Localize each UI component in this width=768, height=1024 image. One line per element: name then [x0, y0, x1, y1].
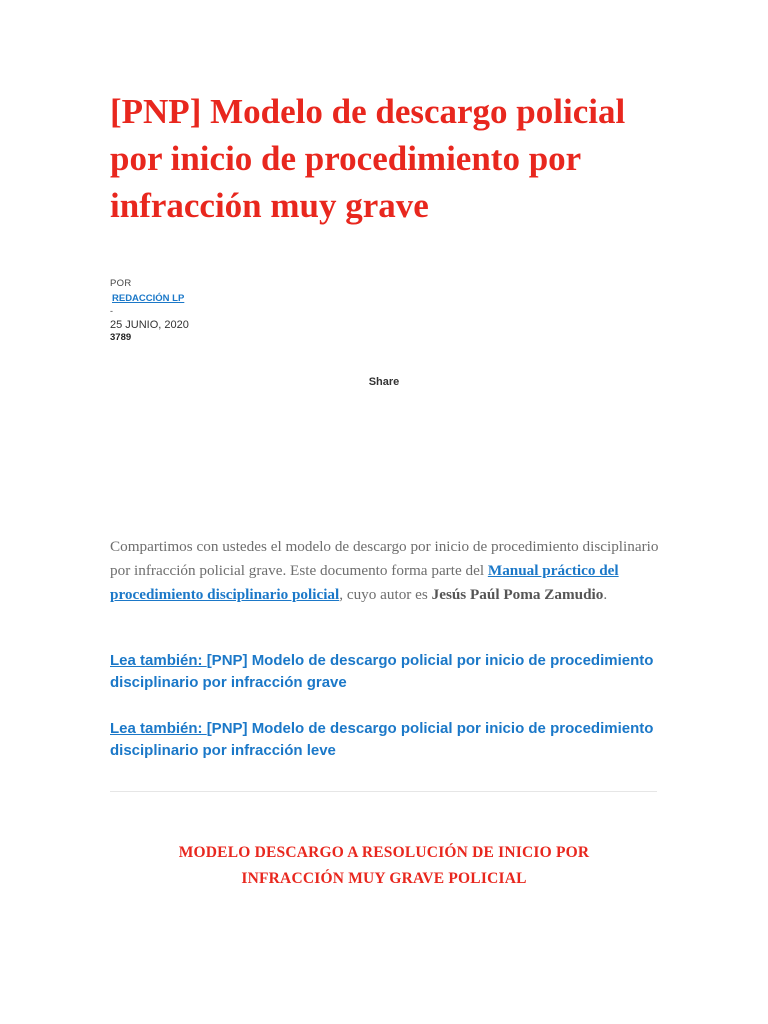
document-heading: [0, 840, 768, 892]
share-button[interactable]: Share: [368, 376, 400, 388]
manual-author-name: Jesús Paúl Poma Zamudio: [431, 586, 604, 603]
intro-text-start: Compartimos con ustedes el modelo de descargo por inicio de procedimiento disciplinario por infracción policial grave. Este documento forma parte del: [110, 538, 659, 579]
related-link-leve[interactable]: [110, 718, 670, 762]
byline-prefix: POR: [110, 278, 132, 289]
manual-link[interactable]: Manual práctico del procedimiento disciplinario policial: [110, 562, 619, 603]
intro-text-middle: , cuyo autor es: [339, 586, 432, 603]
publish-date: 25 JUNIO, 2020: [110, 319, 189, 331]
section-divider: [110, 791, 657, 792]
article-title: [PNP] Modelo de descargo policial por inicio de procedimiento por infracción muy grave: [110, 92, 626, 225]
view-count: 3789: [110, 332, 132, 343]
related-lead: Lea también:: [110, 652, 207, 669]
document-heading-line-1: MODELO DESCARGO A RESOLUCIÓN DE INICIO POR: [178, 844, 590, 861]
intro-paragraph: [110, 535, 670, 607]
related-lead: Lea también:: [110, 720, 207, 737]
byline-separator: -: [110, 306, 113, 316]
intro-text-end: .: [603, 586, 608, 603]
related-link-text: [PNP] Modelo de descargo policial por inicio de procedimiento disciplinario por infracción grave: [110, 652, 654, 691]
author-link[interactable]: REDACCIÓN LP: [112, 293, 185, 304]
related-link-grave[interactable]: [110, 650, 670, 694]
related-link-text: [PNP] Modelo de descargo policial por inicio de procedimiento disciplinario por infracción leve: [110, 720, 654, 759]
document-heading-line-2: INFRACCIÓN MUY GRAVE POLICIAL: [241, 870, 527, 887]
